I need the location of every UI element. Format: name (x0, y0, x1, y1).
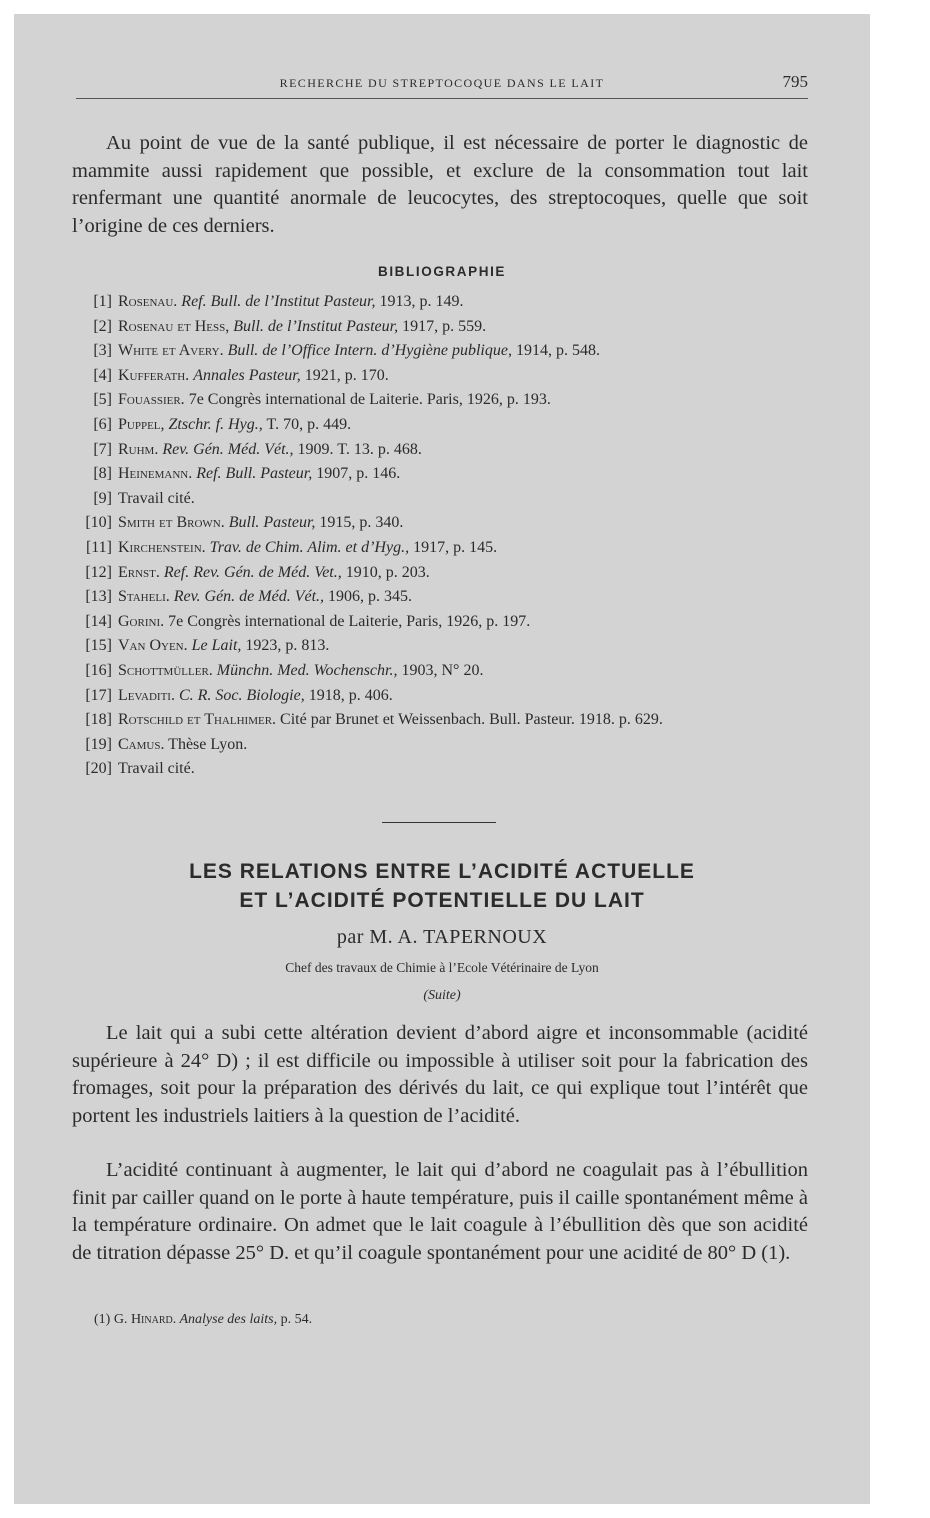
bibliography-entry-details: 1913, p. 149. (375, 293, 464, 310)
bibliography-entry-details: Travail cité. (118, 760, 195, 778)
journal-page (14, 14, 870, 1504)
bibliography-entry-number: [19] (85, 735, 112, 753)
bibliography-entry (72, 487, 808, 512)
bibliography-entry-number: [15] (85, 637, 112, 655)
bibliography-entry-number: [14] (85, 612, 112, 630)
bibliography-entry (72, 413, 808, 438)
bibliography-entry-journal: Ztschr. f. Hyg., (168, 415, 263, 433)
bibliography-entry (72, 684, 808, 709)
bibliography-entry-number: [4] (93, 366, 112, 384)
bibliography-entry-author: Schottmüller. (118, 661, 213, 679)
bibliography-heading: BIBLIOGRAPHIE (377, 264, 507, 279)
bibliography-entry-journal: Ref. Rev. Gén. de Méd. Vet., (163, 563, 342, 581)
intro-paragraph: Au point de vue de la santé publique, il est nécessaire de porter le diagnostic de mammite aussi rapidement que possible, et exclure de la consommation tout lait renfermant une quantité anormale de leucocytes, des streptocoques, quelle que soit l’origine de ces derniers. (72, 132, 808, 237)
bibliography-entry-details: 1903, N° 20. (397, 661, 484, 679)
bibliography-entry-details: 1907, p. 146. (312, 465, 401, 483)
bibliography-entry (72, 585, 808, 610)
bibliography-entry-number: [7] (93, 440, 112, 458)
bibliography-entry-details: 7e Congrès international de Laiterie, Paris, 1926, p. 197. (164, 612, 531, 630)
section-divider (382, 822, 496, 823)
bibliography-entry-number: [1] (93, 293, 112, 310)
bibliography-entry-details: 1909. T. 13. p. 468. (293, 440, 422, 458)
bibliography-entry-number: [6] (93, 415, 112, 433)
bibliography-entry-journal: Ref. Bull. Pasteur, (196, 465, 313, 483)
footnote-author: Hinard. (130, 1312, 177, 1327)
bibliography-entry-number: [10] (85, 514, 112, 532)
bibliography-entry-number: [9] (93, 489, 112, 507)
bibliography-entry-number: [11] (85, 538, 112, 556)
bibliography-entry (72, 315, 808, 340)
bibliography-entry-details: Thèse Lyon. (164, 735, 248, 753)
running-head (76, 74, 808, 99)
bibliography-entry (72, 462, 808, 487)
bibliography-entry (72, 339, 808, 364)
bibliography-entry-details: 1917, p. 145. (409, 538, 498, 556)
bibliography-entry-journal: Bull. de l’Office Intern. d’Hygiène publique, (227, 342, 512, 360)
footnote-title: Analyse des laits, (176, 1312, 278, 1327)
bibliography-entry-journal: Rev. Gén. de Méd. Vét., (173, 588, 325, 606)
bibliography-entry (72, 561, 808, 586)
bibliography-entry-author: Camus. (118, 735, 165, 753)
bibliography-entry (72, 610, 808, 635)
bibliography-entry-number: [17] (85, 686, 112, 704)
bibliography-entry-author: Ruhm. (118, 440, 159, 458)
bibliography-entry-details: 1910, p. 203. (341, 563, 430, 581)
footnote-details: p. 54. (277, 1312, 313, 1327)
bibliography-entry-author: Rosenau et Hess, (118, 317, 230, 335)
bibliography-entry-details: 1915, p. 340. (315, 514, 404, 532)
bibliography-entry (72, 511, 808, 536)
bibliography-entry-author: Fouassier. (118, 391, 185, 409)
article-paragraph-2: L’acidité continuant à augmenter, le lait qui d’abord ne coagulait pas à l’ébullition finit par cailler quand on le porte à haute température, puis il caille spontanément même à la température ordinaire. On admet que le lait coagule à l’ébullition dès que son acidité de titration dépasse 25° D. et qu’il coagule spontanément pour une acidité de 80° D (1). (72, 1159, 808, 1264)
bibliography-entry-journal: Trav. de Chim. Alim. et d’Hyg., (209, 538, 410, 556)
bibliography-entry (72, 290, 808, 315)
bibliography-entry-journal: Bull. Pasteur, (228, 514, 316, 532)
bibliography-entry-author: Puppel, (118, 415, 165, 433)
bibliography-entry (72, 438, 808, 463)
bibliography-entry-number: [20] (85, 760, 112, 778)
footnote (94, 1312, 794, 1328)
bibliography-entry-number: [2] (93, 317, 112, 335)
bibliography-entry-journal: Annales Pasteur, (193, 366, 301, 384)
bibliography-entry (72, 659, 808, 684)
bibliography-entry-journal: C. R. Soc. Biologie, (178, 686, 305, 704)
running-head-title: RECHERCHE DU STREPTOCOQUE DANS LE LAIT (279, 76, 605, 90)
bibliography-entry-details: 1917, p. 559. (398, 317, 487, 335)
bibliography-entry-number: [12] (85, 563, 112, 581)
bibliography-entry-number: [5] (93, 391, 112, 409)
bibliography-entry-journal: Bull. de l’Institut Pasteur, (233, 317, 399, 335)
bibliography-entry-author: Rosenau. (118, 293, 178, 310)
bibliography-entry (72, 388, 808, 413)
bibliography-entry-author: Van Oyen. (118, 637, 188, 655)
bibliography-entry-author: Kirchenstein. (118, 538, 206, 556)
bibliography-entry-number: [13] (85, 588, 112, 606)
bibliography-entry-details: 1914, p. 548. (511, 342, 600, 360)
bibliography-entry-author: Staheli. (118, 588, 170, 606)
bibliography-entry-journal: Münchn. Med. Wochenschr., (216, 661, 398, 679)
bibliography-entry-number: [3] (93, 342, 112, 360)
bibliography-entry (72, 733, 808, 758)
bibliography-entry-details: T. 70, p. 449. (262, 415, 352, 433)
bibliography-entry-number: [16] (85, 661, 112, 679)
bibliography-entry-details: 1918, p. 406. (304, 686, 393, 704)
page-number: 795 (782, 72, 808, 91)
bibliography-entry (72, 364, 808, 389)
bibliography-entry-details: 7e Congrès international de Laiterie. Paris, 1926, p. 193. (184, 391, 551, 409)
bibliography-entry-details: 1906, p. 345. (324, 588, 413, 606)
bibliography-entry-details: 1921, p. 170. (300, 366, 389, 384)
continuation-note: (Suite) (423, 988, 461, 1003)
article-title-line-2: ET L’ACIDITÉ POTENTIELLE DU LAIT (239, 889, 645, 912)
bibliography-entry-author: Rotschild et Thalhimer. (118, 711, 277, 729)
bibliography-entry (72, 757, 808, 782)
bibliography-entry-author: Ernst. (118, 563, 160, 581)
bibliography-entry-number: [8] (93, 465, 112, 483)
bibliography-entry-journal: Le Lait, (191, 637, 242, 655)
bibliography-entry-journal: Rev. Gén. Méd. Vét., (162, 440, 294, 458)
bibliography-list (72, 290, 808, 782)
bibliography-entry-details: Travail cité. (118, 489, 195, 507)
article-title-line-1: LES RELATIONS ENTRE L’ACIDITÉ ACTUELLE (189, 860, 695, 883)
bibliography-entry-number: [18] (85, 711, 112, 729)
bibliography-entry (72, 634, 808, 659)
bibliography-entry (72, 708, 808, 733)
bibliography-entry-author: Kufferath. (118, 366, 190, 384)
bibliography-entry-author: White et Avery. (118, 342, 224, 360)
bibliography-entry (72, 536, 808, 561)
bibliography-entry-author: Heinemann. (118, 465, 193, 483)
bibliography-entry-journal: Ref. Bull. de l’Institut Pasteur, (181, 293, 376, 310)
bibliography-entry-details: 1923, p. 813. (241, 637, 330, 655)
bibliography-entry-author: Smith et Brown. (118, 514, 225, 532)
author-byline: par M. A. TAPERNOUX (336, 926, 548, 948)
article-paragraph-1: Le lait qui a subi cette altération devient d’abord aigre et inconsommable (acidité supérieure à 24° D) ; il est difficile ou impossible à utiliser soit pour la fabrication des fromages, soit pour la préparation des dérivés du lait, ce qui explique tout l’intérêt que portent les industriels laitiers à la question de l’acidité. (72, 1022, 808, 1127)
author-affiliation: Chef des travaux de Chimie à l’Ecole Vétérinaire de Lyon (285, 960, 599, 975)
footnote-marker: (1) G. (94, 1312, 131, 1327)
bibliography-entry-author: Levaditi. (118, 686, 175, 704)
bibliography-entry-author: Gorini. (118, 612, 165, 630)
bibliography-entry-details: Cité par Brunet et Weissenbach. Bull. Pasteur. 1918. p. 629. (276, 711, 663, 729)
